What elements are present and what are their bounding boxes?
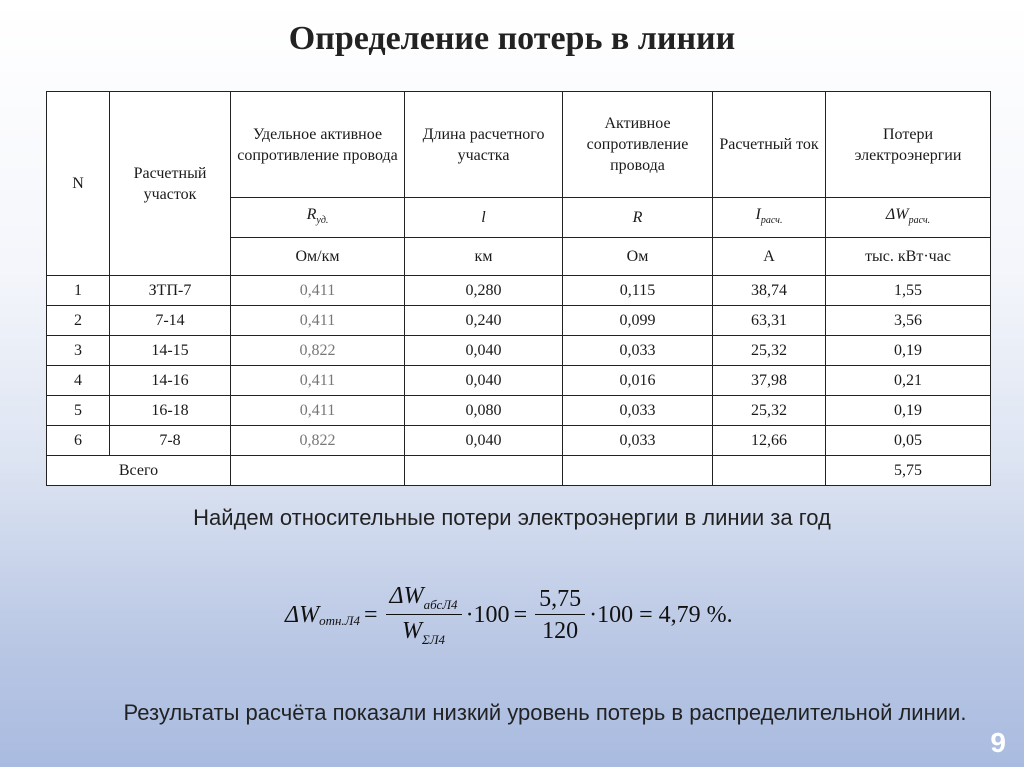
relative-loss-formula — [285, 580, 805, 650]
cell-w: 0,19 — [826, 336, 991, 366]
cell-section: 14-16 — [110, 366, 231, 396]
total-label: Всего — [47, 456, 231, 486]
unit-i: А — [713, 238, 826, 276]
table-row — [47, 426, 991, 456]
cell-l: 0,040 — [405, 366, 563, 396]
cell-n: 1 — [47, 276, 110, 306]
header-section: Расчетный участок — [110, 92, 231, 276]
cell-n: 5 — [47, 396, 110, 426]
unit-R: Ом — [563, 238, 713, 276]
table-row — [47, 336, 991, 366]
cell-n: 6 — [47, 426, 110, 456]
cell-r-ud: 0,822 — [231, 336, 405, 366]
cell-r-ud: 0,411 — [231, 276, 405, 306]
cell-R: 0,016 — [563, 366, 713, 396]
symbol-l: l — [405, 198, 563, 238]
cell-l: 0,040 — [405, 426, 563, 456]
formula-fraction-symbolic: $\frac{\Delta W_{абсЛ4}}{W_{\Sigma Л4}}$ — [386, 581, 462, 650]
header-current: Расчетный ток — [713, 92, 826, 198]
formula-result: ·100 = 4,79 %. — [589, 601, 733, 628]
intro-text: Найдем относительные потери электроэнергии в линии за год — [193, 505, 831, 530]
symbol-i: $I_{расч.}$ — [713, 198, 826, 238]
cell-l: 0,280 — [405, 276, 563, 306]
cell-R: 0,099 — [563, 306, 713, 336]
unit-w: тыс. кВт·час — [826, 238, 991, 276]
symbol-w: $\Delta W_{расч.}$ — [826, 198, 991, 238]
cell-i: 38,74 — [713, 276, 826, 306]
cell-l: 0,080 — [405, 396, 563, 426]
formula-equals: = — [363, 601, 378, 628]
cell-n: 3 — [47, 336, 110, 366]
cell-r-ud: 0,411 — [231, 306, 405, 336]
cell-R: 0,033 — [563, 396, 713, 426]
cell-w: 3,56 — [826, 306, 991, 336]
table-row — [47, 396, 991, 426]
table-row — [47, 306, 991, 336]
table-row — [47, 276, 991, 306]
unit-l: км — [405, 238, 563, 276]
cell-i: 12,66 — [713, 426, 826, 456]
total-empty-cell — [563, 456, 713, 486]
total-value: 5,75 — [826, 456, 991, 486]
cell-n: 4 — [47, 366, 110, 396]
cell-i: 37,98 — [713, 366, 826, 396]
cell-w: 0,21 — [826, 366, 991, 396]
header-specific-resistance: Удельное активное сопротивление провода — [231, 92, 405, 198]
formula-lhs-sub: отн.Л4 — [319, 613, 360, 628]
cell-w: 0,19 — [826, 396, 991, 426]
cell-R: 0,033 — [563, 426, 713, 456]
formula-lhs: ΔW — [285, 601, 320, 628]
cell-i: 25,32 — [713, 396, 826, 426]
cell-section: ЗТП-7 — [110, 276, 231, 306]
cell-section: 14-15 — [110, 336, 231, 366]
header-losses: Потери электроэнергии — [826, 92, 991, 198]
cell-r-ud: 0,411 — [231, 396, 405, 426]
table-row — [47, 366, 991, 396]
losses-table — [46, 91, 991, 486]
cell-section: 7-8 — [110, 426, 231, 456]
header-length: Длина расчетного участка — [405, 92, 563, 198]
total-empty-cell — [405, 456, 563, 486]
formula-fraction-numeric: $\frac{5,75}{120}$ — [535, 584, 585, 647]
cell-l: 0,040 — [405, 336, 563, 366]
cell-l: 0,240 — [405, 306, 563, 336]
formula-mult-100: ·100 — [465, 601, 510, 628]
header-active-resistance: Активное сопротивление провода — [563, 92, 713, 198]
cell-n: 2 — [47, 306, 110, 336]
total-empty-cell — [231, 456, 405, 486]
cell-R: 0,115 — [563, 276, 713, 306]
cell-r-ud: 0,411 — [231, 366, 405, 396]
header-n: N — [47, 92, 110, 276]
cell-r-ud: 0,822 — [231, 426, 405, 456]
cell-w: 0,05 — [826, 426, 991, 456]
cell-section: 7-14 — [110, 306, 231, 336]
total-row — [47, 456, 991, 486]
cell-i: 25,32 — [713, 336, 826, 366]
unit-r: Ом/км — [231, 238, 405, 276]
symbol-R: R — [563, 198, 713, 238]
table-header-row — [47, 92, 991, 198]
cell-R: 0,033 — [563, 336, 713, 366]
cell-i: 63,31 — [713, 306, 826, 336]
total-empty-cell — [713, 456, 826, 486]
page-number: 9 — [990, 727, 1006, 758]
cell-w: 1,55 — [826, 276, 991, 306]
conclusion-text: Результаты расчёта показали низкий уровень потерь в распределительной линии. — [123, 700, 967, 725]
symbol-r-ud: $R_{уд.}$ — [231, 198, 405, 238]
formula-equals-2: = — [513, 601, 528, 628]
cell-section: 16-18 — [110, 396, 231, 426]
slide-title: Определение потерь в линии — [288, 20, 736, 57]
